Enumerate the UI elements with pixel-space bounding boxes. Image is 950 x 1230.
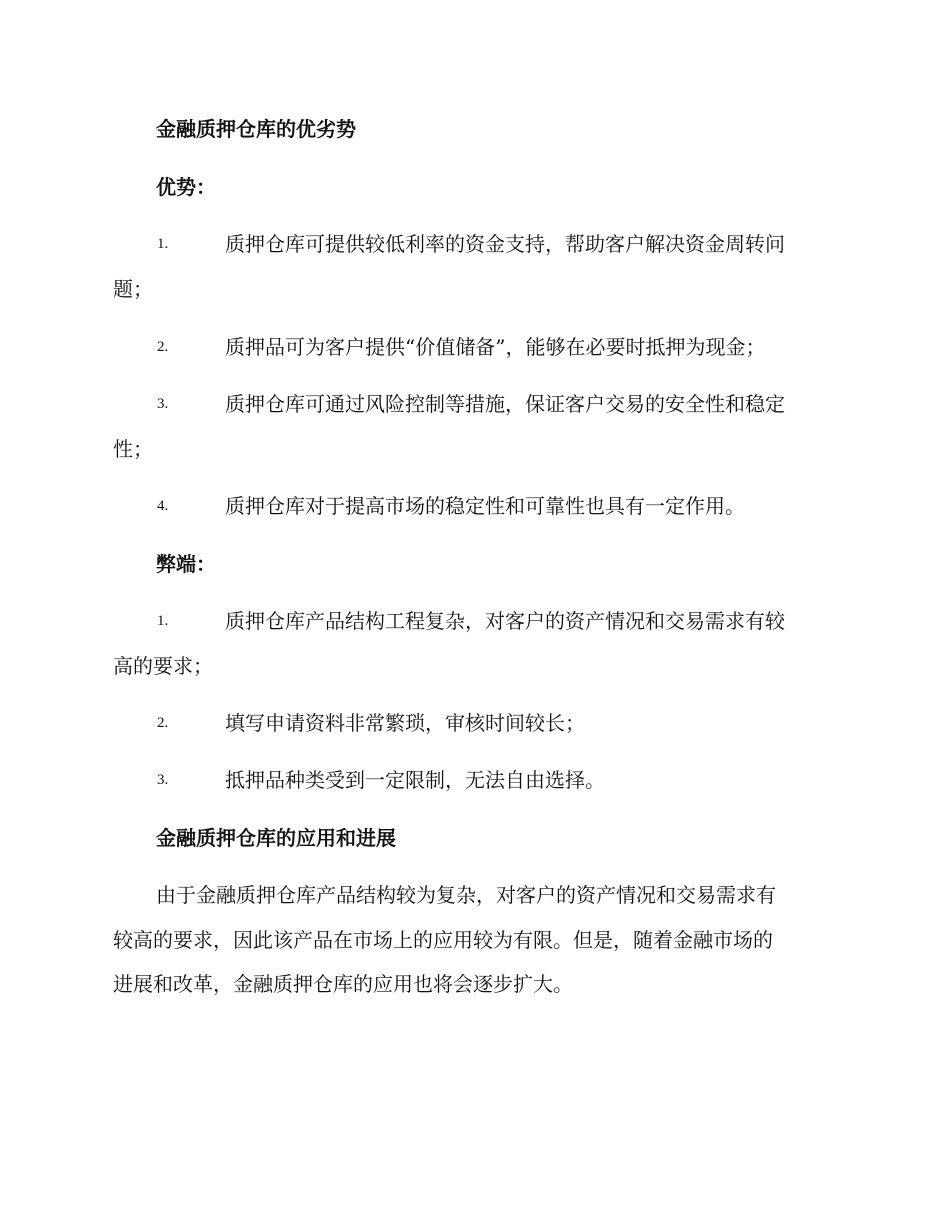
disadvantage-1-text-wrap: 高的要求； — [113, 654, 213, 678]
advantage-1-number: 1. — [157, 236, 169, 252]
advantage-4-number: 4. — [157, 498, 169, 514]
section-heading-pros-cons: 金融质押仓库的优劣势 — [156, 117, 356, 141]
advantage-3-text-wrap: 性； — [113, 437, 153, 461]
advantages-label: 优势： — [156, 175, 216, 199]
advantage-3-text: 质押仓库可通过风险控制等措施，保证客户交易的安全性和稳定 — [225, 392, 785, 416]
disadvantage-3-number: 3. — [157, 772, 169, 788]
section-heading-application: 金融质押仓库的应用和进展 — [156, 826, 396, 850]
advantage-1-text: 质押仓库可提供较低利率的资金支持，帮助客户解决资金周转问 — [225, 232, 785, 256]
disadvantage-1-number: 1. — [157, 613, 169, 629]
disadvantage-3-text: 抵押品种类受到一定限制，无法自由选择。 — [225, 768, 605, 792]
advantage-4-text: 质押仓库对于提高市场的稳定性和可靠性也具有一定作用。 — [225, 494, 745, 518]
paragraph-line-1: 由于金融质押仓库产品结构较为复杂，对客户的资产情况和交易需求有 — [156, 883, 776, 907]
disadvantage-2-number: 2. — [157, 715, 169, 731]
disadvantage-1-text: 质押仓库产品结构工程复杂，对客户的资产情况和交易需求有较 — [225, 609, 785, 633]
advantage-3-number: 3. — [157, 396, 169, 412]
paragraph-line-2: 较高的要求，因此该产品在市场上的应用较为有限。但是，随着金融市场的 — [113, 928, 773, 952]
disadvantages-label: 弊端： — [156, 552, 216, 576]
advantage-2-number: 2. — [157, 339, 169, 355]
paragraph-line-3: 进展和改革，金融质押仓库的应用也将会逐步扩大。 — [113, 972, 573, 996]
disadvantage-2-text: 填写申请资料非常繁琐，审核时间较长； — [225, 711, 585, 735]
advantage-1-text-wrap: 题； — [113, 277, 153, 301]
advantage-2-text: 质押品可为客户提供“价值储备”，能够在必要时抵押为现金； — [225, 335, 766, 359]
